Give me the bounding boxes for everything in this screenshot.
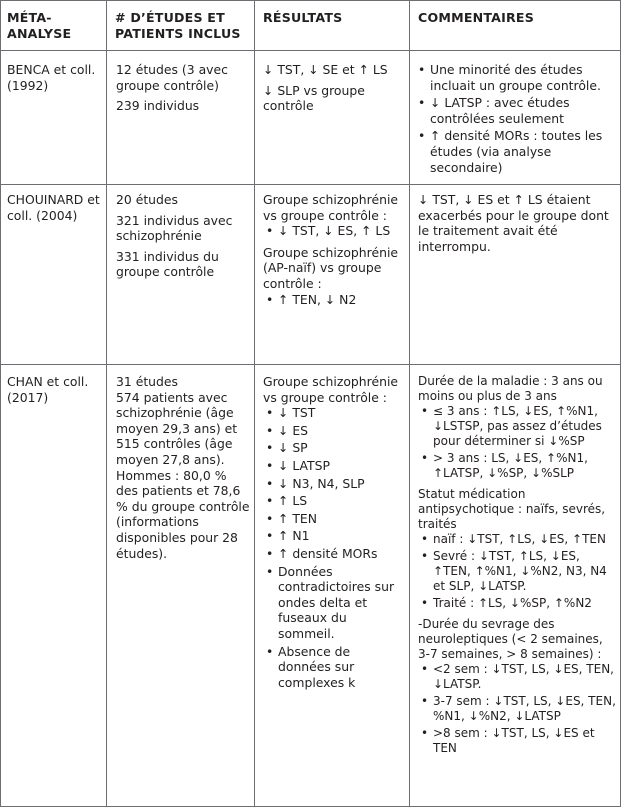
list-item: • ↓ SP (263, 440, 405, 456)
header-etudes: # D’ÉTUDES ET PATIENTS INCLUS (115, 10, 241, 41)
meta-chan: CHAN et coll. (2017) (7, 374, 89, 405)
etudes-line: 20 études (116, 192, 178, 207)
etudes-benca (116, 62, 250, 119)
header-commentaires: COMMENTAIRES (418, 10, 534, 25)
resultats-chouinard (263, 192, 405, 309)
etudes-chouinard (116, 192, 250, 285)
meta-chouinard: CHOUINARD et coll. (2004) (7, 192, 100, 223)
list-item: • ↑ LS (263, 493, 405, 509)
resultat-group-title: Groupe schizophrénie vs groupe contrôle : (263, 374, 399, 405)
resultats-chan (263, 374, 405, 692)
list-item: • 3-7 sem : ↓TST, LS, ↓ES, TEN, %N1, ↓%N2, ↓LATSP (418, 694, 616, 724)
resultat-group-title: Groupe schizophrénie vs groupe contrôle : (263, 192, 399, 223)
etudes-line: 321 individus avec schizophrénie (116, 212, 233, 244)
commentaire-chouinard: ↓ TST, ↓ ES et ↑ LS étaient exacerbés pour le groupe dont le traitement avait été interrompu. (418, 192, 609, 254)
commentaires-benca (415, 62, 615, 177)
meta-benca: BENCA et coll. (1992) (7, 62, 96, 93)
etudes-line: 12 études (3 avec groupe contrôle) (116, 62, 228, 93)
commentaire-section-title: Statut médication antipsychotique : naïfs, sevrés, traités (418, 487, 606, 531)
etudes-chan: 31 études 574 patients avec schizophrénie (âge moyen 29,3 ans) et 515 contrôles (âge moyen 27,8 ans). Hommes : 80,0 % des patients et 78,6 % du groupe contrôle (informations disponibles pour 28 études). (116, 374, 250, 561)
resultat-line: ↓ SLP vs groupe contrôle (263, 82, 365, 114)
resultat-list (263, 223, 405, 239)
commentaire-list (415, 62, 615, 175)
resultat-group-title: Groupe schizophrénie (AP-naïf) vs groupe contrôle : (263, 244, 399, 291)
list-item: • Absence de données sur complexes k (263, 644, 405, 691)
header-meta-analyse: MÉTA-ANALYSE (7, 10, 72, 41)
commentaire-list (418, 532, 616, 611)
etudes-line: 331 individus du groupe contrôle (116, 248, 219, 280)
column-divider (106, 1, 107, 806)
list-item: • ↓ ES (263, 423, 405, 439)
list-item: • ↑ densité MORs : toutes les études (via analyse secondaire) (415, 128, 615, 175)
commentaire-list (418, 404, 616, 481)
resultat-list (263, 405, 405, 690)
list-item: • ↓ N3, N4, SLP (263, 476, 405, 492)
list-item: • Sevré : ↓TST, ↑LS, ↓ES, ↑TEN, ↑%N1, ↓%N2, N3, N4 et SLP, ↓LATSP. (418, 549, 616, 594)
row-divider (1, 50, 620, 51)
column-divider (254, 1, 255, 806)
list-item: • > 3 ans : LS, ↓ES, ↑%N1, ↑LATSP, ↓%SP, ↓%SLP (418, 451, 616, 481)
row-divider (1, 364, 620, 365)
list-item: • Une minorité des études incluait un groupe contrôle. (415, 62, 615, 93)
list-item: • ↑ densité MORs (263, 546, 405, 562)
list-item: • >8 sem : ↓TST, LS, ↓ES et TEN (418, 726, 616, 756)
list-item: • naïf : ↓TST, ↑LS, ↓ES, ↑TEN (418, 532, 616, 547)
list-item: • ↑ N1 (263, 528, 405, 544)
commentaire-list (418, 662, 616, 756)
list-item: • Traité : ↑LS, ↓%SP, ↑%N2 (418, 596, 616, 611)
list-item: • Données contradictoires sur ondes delta et fuseaux du sommeil. (263, 564, 405, 642)
list-item: • ↑ TEN, ↓ N2 (263, 292, 405, 308)
commentaire-section-title: -Durée du sevrage des neuroleptiques (< 2 semaines, 3-7 semaines, > 8 semaines) : (418, 617, 603, 661)
column-divider (409, 1, 410, 806)
resultats-benca (263, 62, 405, 119)
list-item: • ↓ TST (263, 405, 405, 421)
header-resultats: RÉSULTATS (263, 10, 343, 25)
resultat-line: ↓ TST, ↓ SE et ↑ LS (263, 62, 388, 77)
list-item: • ↑ TEN (263, 511, 405, 527)
commentaires-chan (418, 374, 616, 758)
list-item: • ↓ LATSP : avec études contrôlées seulement (415, 95, 615, 126)
list-item: • ↓ LATSP (263, 458, 405, 474)
commentaire-section-title: Durée de la maladie : 3 ans ou moins ou plus de 3 ans (418, 374, 603, 403)
etudes-line: 239 individus (116, 98, 200, 114)
row-divider (1, 184, 620, 185)
list-item: • ↓ TST, ↓ ES, ↑ LS (263, 223, 405, 239)
resultat-list (263, 292, 405, 308)
list-item: • ≤ 3 ans : ↑LS, ↓ES, ↑%N1, ↓LSTSP, pas assez d’études pour déterminer si ↓%SP (418, 404, 616, 449)
list-item: • <2 sem : ↓TST, LS, ↓ES, TEN, ↓LATSP. (418, 662, 616, 692)
